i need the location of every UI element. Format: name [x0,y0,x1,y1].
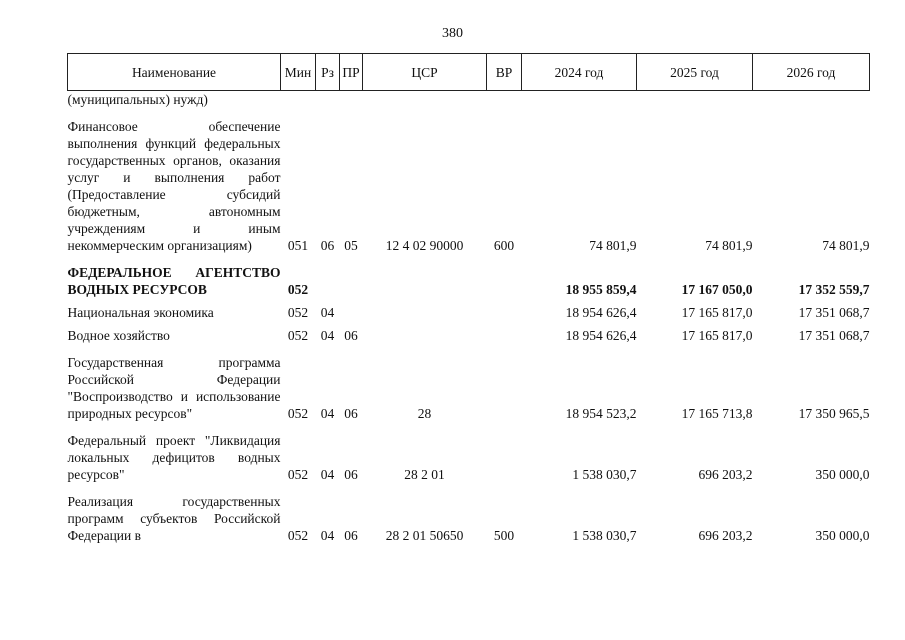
row-vr: 600 [493,238,515,253]
row-rz [316,91,340,109]
header-name: Наименование [68,54,281,91]
row-rz: 04 [320,406,335,421]
row-pr [340,254,363,298]
row-2026: 17 350 965,5 [798,406,870,421]
row-min: 052 [287,467,309,482]
row-name: Финансовое обеспечение выполнения функций федеральных государственных органов, оказания услуг и выполнения работ (Предоставление субсидий бюджетным, автономным учреждениям и иным некоммерческим организациям) [67,119,281,253]
budget-table [67,53,870,544]
row-2024: 1 538 030,7 [572,467,637,482]
row-vr [487,422,522,483]
row-2025: 17 167 050,0 [681,282,753,297]
row-rz: 06 [320,238,335,253]
row-name: Государственная программа Российской Федерации "Воспроизводство и использование природных ресурсов" [67,355,281,421]
row-pr: 06 [344,328,358,343]
table-row [68,344,870,422]
row-2025: 17 165 817,0 [681,305,753,320]
row-vr [487,344,522,422]
row-csr: 28 [417,406,432,421]
row-min: 051 [287,238,309,253]
row-2024: 1 538 030,7 [572,528,637,543]
page-number: 380 [442,26,463,41]
row-pr: 06 [344,528,358,543]
row-name: Водное хозяйство [67,328,170,343]
row-rz: 04 [320,305,335,320]
table-row [68,422,870,483]
row-pr [340,298,363,321]
row-2024: 74 801,9 [589,238,637,253]
row-2026: 350 000,0 [815,528,870,543]
table-row [68,321,870,344]
row-min: 052 [287,282,309,297]
row-2026: 17 352 559,7 [798,282,870,297]
row-2024 [522,91,637,109]
header-vr: ВР [487,54,522,91]
row-csr [363,254,487,298]
row-rz [316,254,340,298]
row-2025 [637,91,753,109]
table-row [68,108,870,254]
row-name: (муниципальных) нужд) [67,92,208,107]
row-2026: 17 351 068,7 [798,328,870,343]
header-2026: 2026 год [753,54,870,91]
row-min: 052 [287,406,309,421]
row-csr [363,298,487,321]
table-row [68,254,870,298]
row-2026: 74 801,9 [822,238,870,253]
row-vr [487,254,522,298]
row-vr: 500 [493,528,515,543]
row-name: ФЕДЕРАЛЬНОЕ АГЕНТСТВО ВОДНЫХ РЕСУРСОВ [67,265,281,297]
row-name: Национальная экономика [67,305,214,320]
header-2024: 2024 год [522,54,637,91]
table-header-row [68,54,870,91]
row-csr: 28 2 01 50650 [385,528,464,543]
row-min: 052 [287,528,309,543]
row-csr [363,321,487,344]
row-pr: 06 [344,467,358,482]
row-2026: 17 351 068,7 [798,305,870,320]
row-vr [487,298,522,321]
row-pr [340,91,363,109]
table-row [68,91,870,109]
row-min [281,91,316,109]
row-rz: 04 [320,328,335,343]
row-2026: 350 000,0 [815,467,870,482]
row-csr: 12 4 02 90000 [385,238,464,253]
row-name: Реализация государственных программ субъектов Российской Федерации в [67,494,281,543]
row-2025: 696 203,2 [698,467,753,482]
row-2024: 18 954 626,4 [565,328,637,343]
row-min: 052 [287,305,309,320]
row-name: Федеральный проект "Ликвидация локальных дефицитов водных ресурсов" [67,433,281,482]
row-2025: 74 801,9 [705,238,753,253]
row-csr: 28 2 01 [404,467,445,482]
header-2025: 2025 год [637,54,753,91]
row-2025: 17 165 713,8 [681,406,753,421]
row-2024: 18 955 859,4 [565,282,637,297]
header-pr: ПР [340,54,363,91]
row-2024: 18 954 626,4 [565,305,637,320]
row-rz: 04 [320,528,335,543]
table-row [68,483,870,544]
header-min: Мин [281,54,316,91]
row-2024: 18 954 523,2 [565,406,637,421]
row-min: 052 [287,328,309,343]
header-rz: Рз [316,54,340,91]
row-2025: 17 165 817,0 [681,328,753,343]
header-csr: ЦСР [363,54,487,91]
row-2026 [753,91,870,109]
row-csr [363,91,487,109]
row-2025: 696 203,2 [698,528,753,543]
row-rz: 04 [320,467,335,482]
table-row [68,298,870,321]
row-vr [487,91,522,109]
row-pr: 06 [344,406,358,421]
row-vr [487,321,522,344]
row-pr: 05 [344,238,358,253]
